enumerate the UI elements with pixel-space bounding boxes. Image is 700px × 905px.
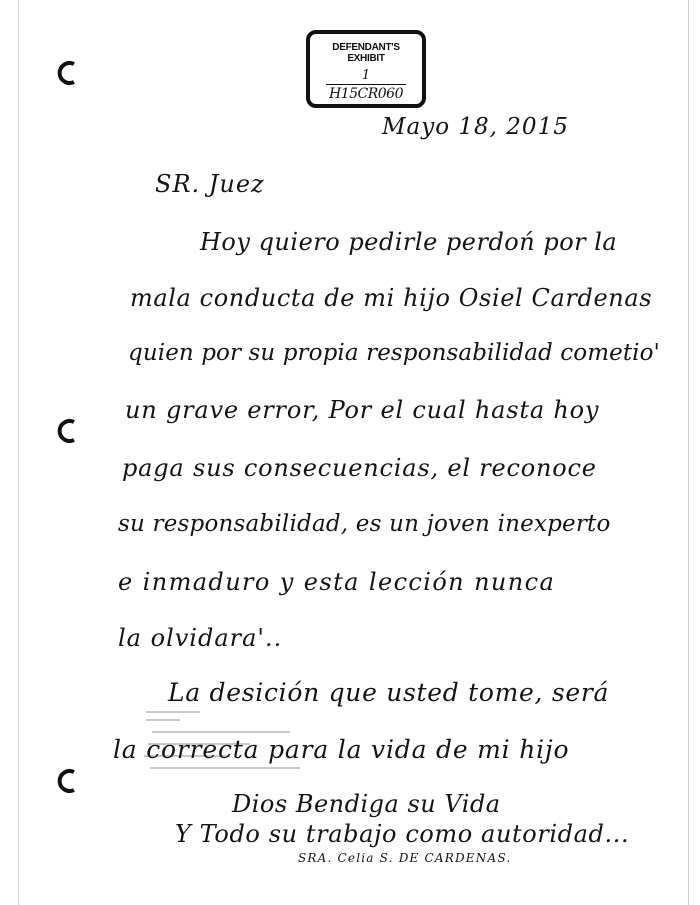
exhibit-case-number: H15CR060: [329, 86, 403, 102]
scan-edge-left: [18, 0, 19, 905]
letter-signature: SRA. Celia S. DE CARDENAS.: [298, 851, 512, 865]
binder-hole-icon: [56, 768, 82, 794]
letter-line: un grave error, Por el cual hasta hoy: [125, 396, 600, 424]
letter-line: La desición que usted tome, será: [168, 678, 610, 707]
letter-line: paga sus consecuencias, el reconoce: [122, 454, 597, 482]
letter-line: la olvidara'..: [118, 624, 283, 652]
letter-line: la correcta para la vida de mi hijo: [113, 735, 570, 764]
exhibit-sticker: [306, 30, 426, 108]
exhibit-title: [310, 42, 422, 64]
exhibit-divider: [326, 84, 406, 85]
letter-line: su responsabilidad, es un joven inexperto: [118, 511, 611, 537]
letter-salutation: SR. Juez: [155, 170, 265, 198]
scan-edge-right: [688, 0, 689, 905]
exhibit-number: 1: [361, 68, 371, 83]
binder-hole-icon: [56, 60, 82, 86]
letter-line: e inmaduro y esta lección nunca: [118, 568, 556, 596]
letter-line: Y Todo su trabajo como autoridad...: [175, 820, 630, 848]
letter-date: Mayo 18, 2015: [382, 114, 569, 140]
exhibit-title-line2: EXHIBIT: [347, 53, 385, 64]
letter-line: mala conducta de mi hijo Osiel Cardenas: [130, 284, 653, 312]
letter-line: Dios Bendiga su Vida: [232, 790, 501, 818]
letter-line: Hoy quiero pedirle perdoń por la: [200, 228, 618, 256]
exhibit-title-line1: DEFENDANT'S: [332, 42, 400, 53]
binder-hole-icon: [56, 418, 82, 444]
letter-line: quien por su propia responsabilidad cometio': [128, 340, 660, 366]
